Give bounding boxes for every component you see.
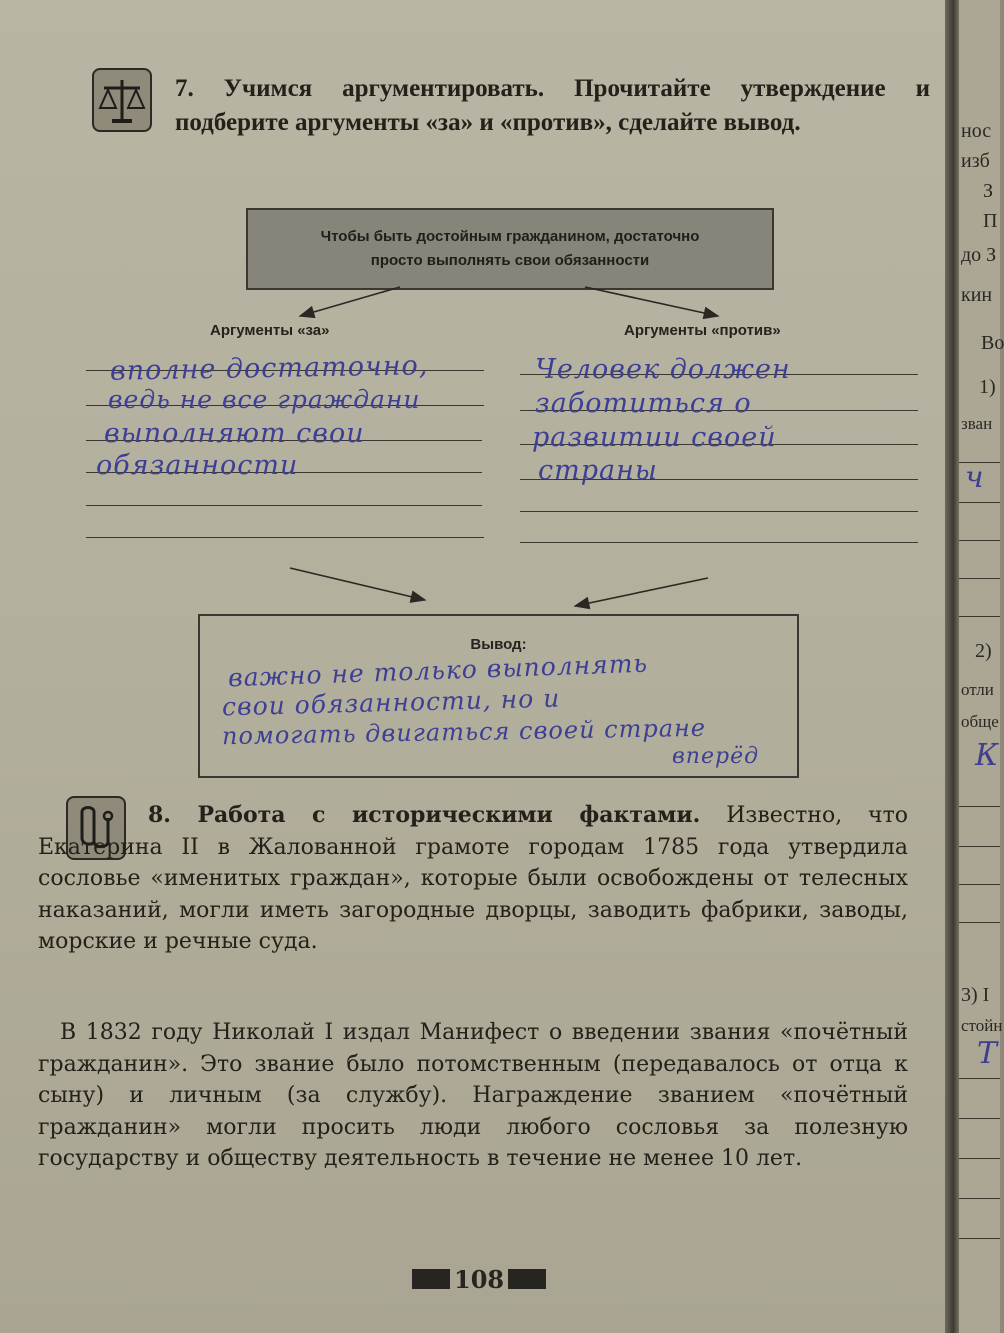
ruled-line bbox=[520, 511, 918, 512]
arrow-pro-to-conclusion bbox=[290, 568, 425, 600]
task8-paragraph-1-text: Известно, что Екатерина II в Жалованной грамоте городам 1785 года утвердила сословье «именитых граждан», которые были освобождены от телесных наказаний, могли иметь загородные дворцы, заводить фабрики, заводы, морские и речные суда. bbox=[38, 803, 909, 954]
con-answer-line: страны bbox=[538, 455, 658, 486]
next-page-edge bbox=[959, 0, 1004, 1333]
conclusion-line: помогать двигаться своей стране bbox=[221, 713, 707, 751]
arrow-to-con bbox=[585, 287, 718, 316]
arrow-con-to-conclusion bbox=[575, 578, 708, 606]
next-page-ruled-line bbox=[959, 1118, 1000, 1119]
task8-paragraph-2: В 1832 году Николай I издал Манифест о введении звания «почётный гражданин». Это звание было потомственным (передавалось от отца к сыну) и личным (за службу). Награждение званием «почётный гражданин» могли просить люди любого сословья за полезную государству и обществу деятельность в течение не менее 10 лет. bbox=[38, 1020, 908, 1171]
ruled-line bbox=[86, 537, 484, 538]
ruled-line bbox=[520, 542, 918, 543]
next-page-ruled-line bbox=[959, 502, 1000, 503]
page-number-text: 108 bbox=[454, 1264, 505, 1294]
next-page-ruled-line bbox=[959, 578, 1000, 579]
ruled-line bbox=[86, 505, 482, 506]
next-page-fragment: П bbox=[983, 210, 998, 232]
next-page-ruled-line bbox=[959, 806, 1000, 807]
next-page-handwriting: К bbox=[975, 738, 999, 773]
next-page-fragment: Во bbox=[981, 332, 1004, 354]
task7-instruction: Прочитайте утверждение и подберите аргументы «за» и «против», сделайте вывод. bbox=[175, 75, 930, 136]
pro-answer-line: выполняют свои bbox=[104, 418, 365, 449]
pro-answer-line: вполне достаточно, bbox=[109, 350, 429, 387]
next-page-ruled-line bbox=[959, 846, 1000, 847]
next-page-fragment: отли bbox=[961, 680, 994, 699]
next-page-fragment: до З bbox=[961, 244, 997, 266]
statement-box bbox=[246, 208, 774, 290]
page-number-bar-right bbox=[508, 1269, 546, 1289]
con-answer-line: развитии своей bbox=[532, 422, 777, 453]
conclusion-line: свои обязанности, но и bbox=[221, 683, 561, 722]
next-page-handwriting: Т bbox=[977, 1036, 998, 1071]
conclusion-label: Вывод: bbox=[470, 636, 527, 653]
next-page-fragment: нос bbox=[961, 120, 992, 142]
next-page-fragment: 3) I bbox=[961, 984, 990, 1006]
pro-answer-line: обязанности bbox=[96, 450, 299, 481]
con-arguments-label: Аргументы «против» bbox=[624, 322, 781, 339]
scales-icon bbox=[92, 68, 152, 132]
next-page-fragment: 2) bbox=[975, 640, 992, 662]
pro-answer-line: ведь не все граждани bbox=[108, 385, 421, 414]
next-page-ruled-line bbox=[959, 922, 1000, 923]
next-page-ruled-line bbox=[959, 616, 1000, 617]
next-page-ruled-line bbox=[959, 1238, 1000, 1239]
next-page-ruled-line bbox=[959, 1078, 1000, 1079]
conclusion-line: вперёд bbox=[672, 744, 760, 769]
next-page-fragment: кин bbox=[961, 284, 993, 306]
task7-heading bbox=[175, 72, 930, 140]
statement-text: Чтобы быть достойным гражданином, достаточно просто выполнять свои обязанности bbox=[320, 228, 700, 269]
book-spine bbox=[945, 0, 959, 1333]
arrow-to-pro bbox=[300, 287, 400, 316]
con-answer-line: заботиться о bbox=[535, 388, 752, 419]
task8-paragraph-1 bbox=[38, 800, 908, 958]
next-page-fragment: З bbox=[983, 180, 994, 202]
next-page-ruled-line bbox=[959, 1158, 1000, 1159]
con-answer-line: Человек должен bbox=[535, 354, 791, 385]
next-page-fragment: стойн bbox=[961, 1016, 1003, 1035]
task7-title: 7. Учимся аргументировать. bbox=[175, 75, 545, 102]
next-page-fragment: зван bbox=[961, 414, 993, 433]
next-page-fragment: изб bbox=[961, 150, 990, 172]
next-page-ruled-line bbox=[959, 540, 1000, 541]
page-number bbox=[412, 1262, 546, 1296]
task8-title: 8. Работа с историческими фактами. bbox=[148, 802, 701, 828]
conclusion-line: важно не только выполнять bbox=[227, 648, 649, 693]
next-page-fragment: обще bbox=[961, 712, 999, 731]
next-page-fragment: 1) bbox=[979, 376, 996, 398]
next-page-handwriting: ч bbox=[965, 460, 984, 495]
next-page-ruled-line bbox=[959, 884, 1000, 885]
pro-arguments-label: Аргументы «за» bbox=[210, 322, 330, 339]
page-number-bar-left bbox=[412, 1269, 450, 1289]
next-page-ruled-line bbox=[959, 1198, 1000, 1199]
